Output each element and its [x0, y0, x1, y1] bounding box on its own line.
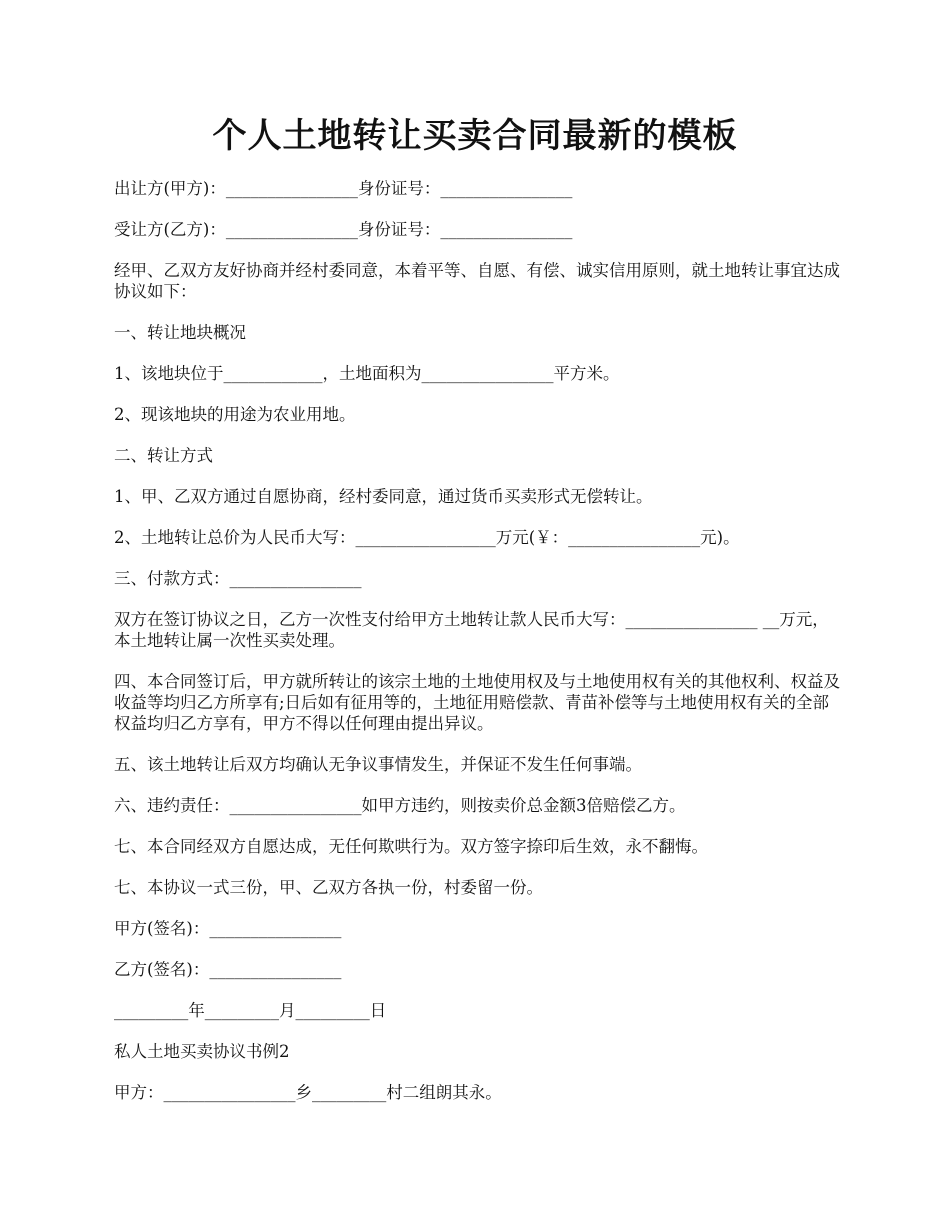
clause-paragraph: 六、违约责任：________________如甲方违约，则按卖价总金额3倍赔偿乙方。: [114, 796, 686, 815]
clause-paragraph: 五、该土地转让后双方均确认无争议事情发生，并保证不发生任何事端。: [114, 755, 642, 774]
section-heading: 二、转让方式: [114, 446, 213, 465]
example-heading: 私人土地买卖协议书例2: [114, 1042, 290, 1061]
clause-paragraph: 七、本协议一式三份，甲、乙双方各执一份，村委留一份。: [114, 878, 543, 897]
clause-paragraph: 七、本合同经双方自愿达成，无任何欺哄行为。双方签字捺印后生效，永不翻悔。: [114, 837, 708, 856]
section-heading: 三、付款方式：________________: [114, 569, 362, 588]
signature-line-party-a: 甲方(签名)：________________: [114, 919, 342, 938]
clause-paragraph: 四、本合同签订后，甲方就所转让的该宗土地的土地使用权及与土地使用权有关的其他权利、权益及收益等均归乙方所享有;日后如有征用等的，土地征用赔偿款、青苗补偿等与土地使用权有关的全部权益均归乙方享有，甲方不得以任何理由提出异议。: [114, 672, 840, 733]
document-body: [114, 178, 840, 1123]
preamble-paragraph: 经甲、乙双方友好协商并经村委同意，本着平等、自愿、有偿、诚实信用原则，就土地转让事宜达成协议如下：: [114, 261, 840, 301]
clause-paragraph: 2、土地转让总价为人民币大写：_________________万元(￥：________________元)。: [114, 528, 740, 547]
section-heading: 一、转让地块概况: [114, 323, 246, 342]
clause-paragraph: 双方在签订协议之日，乙方一次性支付给甲方土地转让款人民币大写：________________ __万元，本土地转让属一次性买卖处理。: [114, 610, 829, 650]
date-line: _________年_________月_________日: [114, 1001, 387, 1020]
signature-line-party-b: 乙方(签名)：________________: [114, 960, 342, 979]
document-title: 个人土地转让买卖合同最新的模板: [212, 116, 738, 156]
clause-paragraph: 2、现该地块的用途为农业用地。: [114, 405, 356, 424]
clause-paragraph: 1、甲、乙双方通过自愿协商，经村委同意，通过货币买卖形式无偿转让。: [114, 487, 653, 506]
clause-paragraph: 1、该地块位于____________，土地面积为________________平方米。: [114, 364, 620, 383]
buyer-line: 受让方(乙方)：________________身份证号：________________: [114, 220, 573, 239]
seller-line: 出让方(甲方)：________________身份证号：________________: [114, 179, 573, 198]
party-a-line: 甲方：________________乡_________村二组朗其永。: [114, 1083, 502, 1102]
